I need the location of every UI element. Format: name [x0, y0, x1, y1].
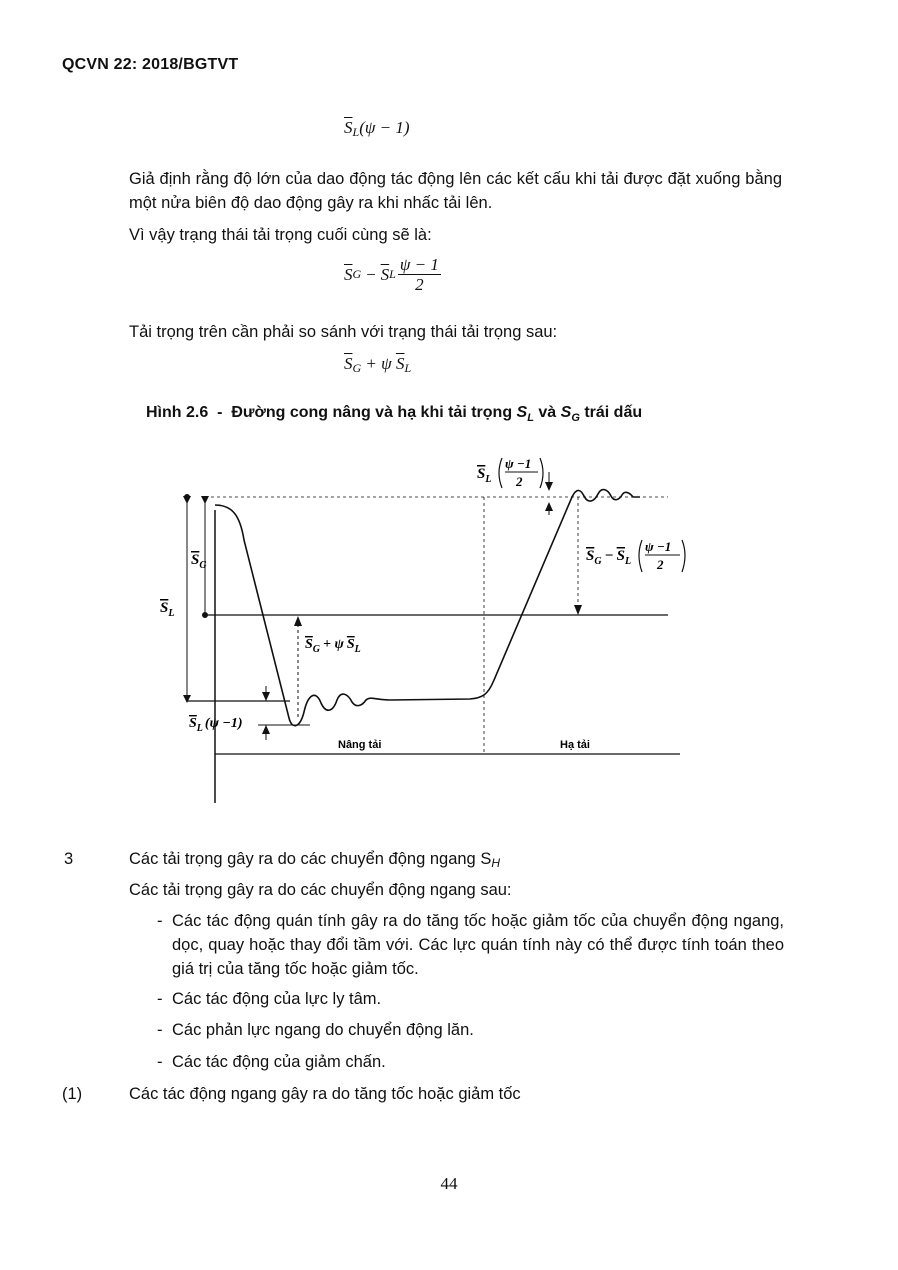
bullet-item-1: Các tác động quán tính gây ra do tăng tốc hoặc giảm tốc của chuyển động ngang, dọc, quay hoặc thay đổi tầm với. Các lực quán tính này có thể được tính toán theo giá trị của tăng tốc hoặc giảm tốc. — [172, 912, 784, 978]
document-header: QCVN 22: 2018/BGTVT — [62, 56, 239, 73]
figure-caption: Hình 2.6 - Đường cong nâng và hạ khi tải trọng $S_L$ và $S_G$ trái dấu — [146, 404, 643, 425]
formula-final-load-state: $\overline{S}$ G − $\overline{S}$ L $\frac{\psi - 1}{2}$ — [344, 255, 439, 294]
svg-text:ψ −1: ψ −1 — [645, 539, 672, 554]
section-intro: Các tải trọng gây ra do các chuyển động ngang sau: — [129, 881, 512, 899]
svg-text:2: 2 — [516, 474, 523, 489]
bullet-mark: - — [157, 1053, 163, 1071]
label-lifting: Nâng tải — [338, 739, 382, 751]
label-lowering: Hạ tải — [560, 739, 590, 751]
label-sg-minus-sl: $S_G - S_L$ — [586, 548, 632, 567]
svg-text:2: 2 — [657, 557, 664, 572]
section-title: Các tải trọng gây ra do các chuyển động ngang $S_H$ — [129, 850, 500, 870]
label-sg: $S_G$ — [191, 552, 207, 571]
bullet-item-3: Các phản lực ngang do chuyển động lăn. — [172, 1021, 474, 1039]
formula-comparison-load-state: $\overline{S}_G + \psi$ $\overline{S}_L$ — [344, 354, 412, 375]
formula-sl-psi-minus-1: $\overline{S}_L(\psi - 1)$ — [344, 118, 410, 139]
bullet-item-2: Các tác động của lực ly tâm. — [172, 990, 382, 1008]
intro-paragraph-2: Vì vậy trạng thái tải trọng cuối cùng sẽ là: — [129, 226, 432, 244]
bullet-mark: - — [157, 990, 163, 1008]
label-sl: $S_L$ — [160, 600, 175, 619]
subsection-title: Các tác động ngang gây ra do tăng tốc hoặc giảm tốc — [129, 1085, 521, 1103]
load-curve-diagram — [0, 440, 898, 820]
svg-text:ψ −1: ψ −1 — [505, 456, 532, 471]
bullet-item-4: Các tác động của giảm chấn. — [172, 1053, 386, 1071]
sg-psi-sl-arrowhead — [294, 616, 302, 626]
label-sl-psi-minus-1: $S_L$ (ψ −1) — [189, 716, 243, 734]
compare-paragraph: Tải trọng trên cần phải so sánh với trạng thái tải trọng sau: — [129, 323, 558, 341]
intro-paragraph-1: Giả định rằng độ lớn của dao động tác động lên các kết cấu khi tải được đặt xuống bằng một nửa biên độ dao động gây ra khi nhấc tải lên. — [129, 170, 782, 212]
fraction: $\frac{\psi - 1}{2}$ — [399, 255, 439, 294]
section-number: 3 — [64, 850, 74, 868]
sg-minus-arrowhead — [574, 605, 582, 615]
page-number: 44 — [440, 1174, 458, 1193]
sg-bottom-dot — [202, 612, 208, 618]
label-sl-top: $S_L$ — [477, 466, 492, 485]
bullet-mark: - — [157, 912, 163, 930]
bullet-mark: - — [157, 1021, 163, 1039]
label-sg-plus-psi-sl: $S_G + \psi$ $S_L$ — [305, 637, 361, 655]
sl-top-dot — [184, 494, 190, 500]
subsection-number: (1) — [62, 1085, 83, 1103]
